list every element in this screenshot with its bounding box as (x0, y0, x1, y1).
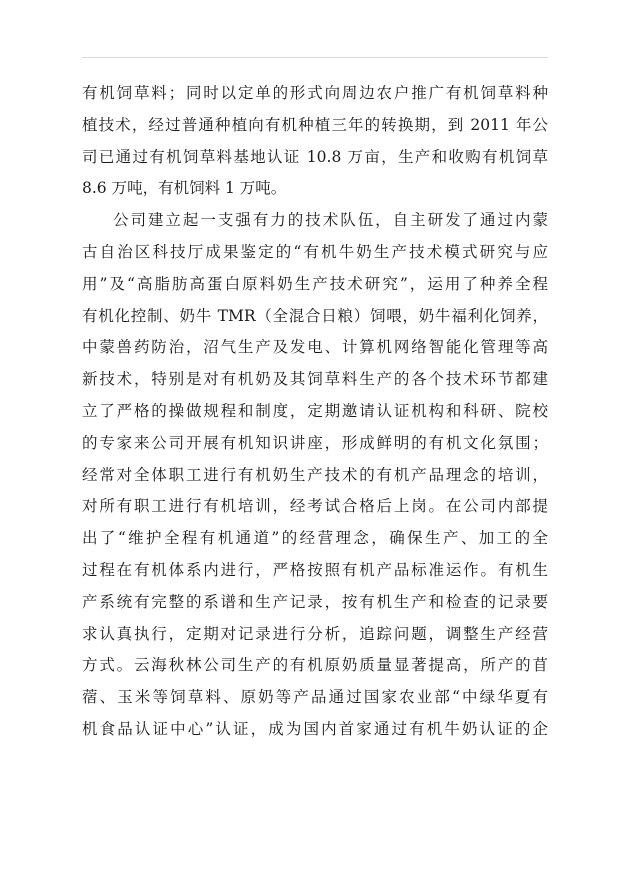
text-line: 出了“维护全程有机通道”的经营理念，确保生产、加工的全 (82, 529, 548, 548)
text-line: 方式。云海秋林公司生产的有机原奶质量显著提高，所产的苜 (82, 656, 548, 675)
text-line: 机食品认证中心”认证，成为国内首家通过有机牛奶认证的企 (82, 719, 548, 738)
text-line: 立了严格的操做规程和制度，定期邀请认证机构和科研、院校 (82, 401, 548, 420)
text-line: 公司建立起一支强有力的技术队伍，自主研发了通过内蒙 (113, 211, 548, 230)
text-line: 求认真执行，定期对记录进行分析，追踪问题，调整生产经营 (82, 624, 548, 643)
document-body (82, 78, 548, 746)
text-line: 用”及“高脂肪高蛋白原料奶生产技术研究”，运用了种养全程 (82, 274, 548, 293)
text-line: 经常对全体职工进行有机奶生产技术的有机产品理念的培训， (82, 465, 548, 484)
text-line: 古自治区科技厅成果鉴定的“有机牛奶生产技术模式研究与应 (82, 242, 548, 261)
paragraph-2 (82, 205, 548, 746)
text-line: 对所有职工进行有机培训，经考试合格后上岗。在公司内部提 (82, 497, 548, 516)
text-line: 新技术，特别是对有机奶及其饲草料生产的各个技术环节都建 (82, 370, 548, 389)
text-line: 产系统有完整的系谱和生产记录，按有机生产和检查的记录要 (82, 592, 548, 611)
text-line: 司已通过有机饲草料基地认证 10.8 万亩，生产和收购有机饲草 (82, 147, 548, 166)
text-line: 植技术，经过普通种植向有机种植三年的转换期，到 2011 年公 (82, 115, 548, 134)
text-line: 有机化控制、奶牛 TMR（全混合日粮）饲喂，奶牛福利化饲养， (82, 306, 548, 325)
text-line: 过程在有机体系内进行，严格按照有机产品标准运作。有机生 (82, 560, 548, 579)
paragraph-1 (82, 78, 548, 205)
text-line: 的专家来公司开展有机知识讲座，形成鲜明的有机文化氛围； (82, 433, 548, 452)
header-rule (82, 57, 548, 58)
text-line: 中蒙兽药防治，沼气生产及发电、计算机网络智能化管理等高 (82, 338, 548, 357)
text-line: 有机饲草料；同时以定单的形式向周边农户推广有机饲草料种 (82, 84, 548, 102)
text-line: 蓿、玉米等饲草料、原奶等产品通过国家农业部“中绿华夏有 (82, 688, 548, 707)
text-line: 8.6 万吨，有机饲料 1 万吨。 (82, 179, 287, 198)
